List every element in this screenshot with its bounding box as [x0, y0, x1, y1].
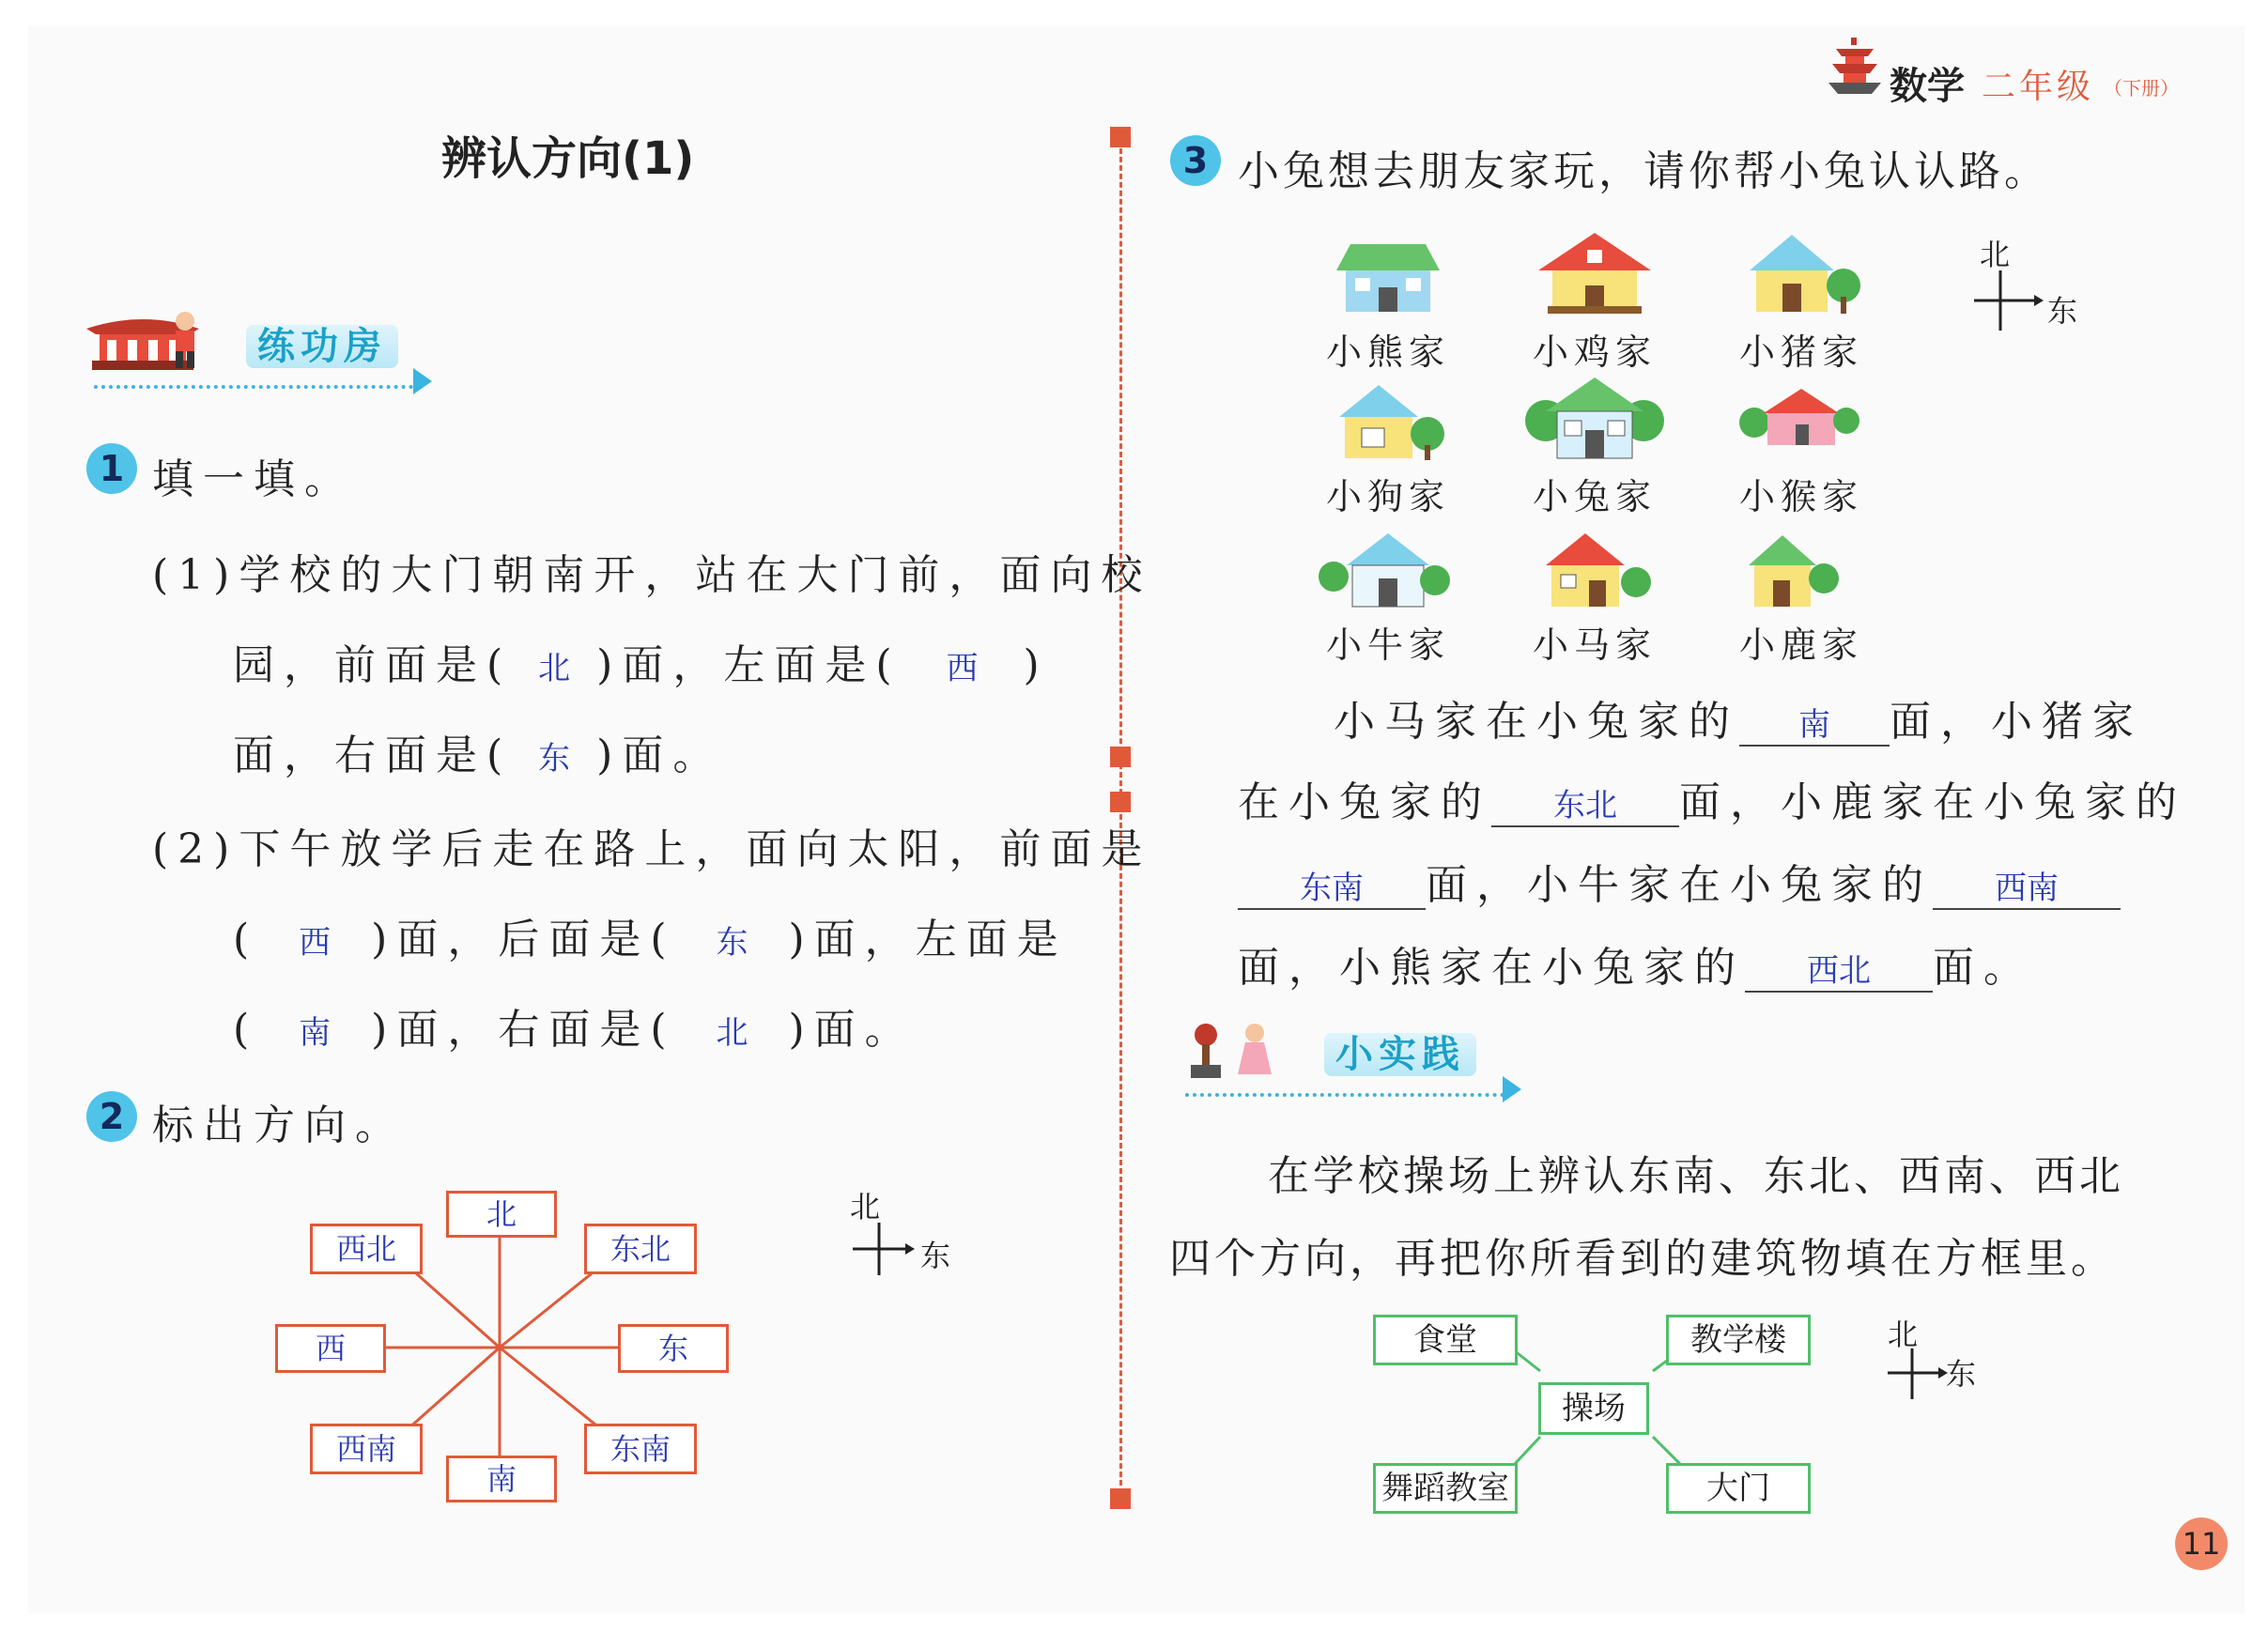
- q3-sentence2: 在小兔家的 东北 面，小鹿家在小兔家的: [1238, 778, 2186, 826]
- house-icon: [1726, 229, 1876, 319]
- banner-arrow-icon: [413, 368, 432, 394]
- q3-prompt: 小兔想去朋友家玩，请你帮小兔认认路。: [1238, 147, 2049, 195]
- divider-marker: [1110, 747, 1131, 767]
- answer-blank: 西南: [1933, 862, 2121, 910]
- q1-line6: ( 南 )面，右面是( 北 )面。: [233, 1006, 916, 1054]
- house-chicken: 小鸡家: [1520, 229, 1670, 376]
- compass-icon: [1970, 269, 2045, 334]
- house-icon: [1520, 374, 1670, 464]
- q1-line1: (1)学校的大门朝南开，站在大门前，面向校: [152, 551, 1152, 599]
- answer-blank: 北: [716, 1014, 748, 1052]
- divider-marker: [1110, 1488, 1131, 1509]
- bonsai-girl-icon: [1185, 1018, 1288, 1084]
- house-rabbit: 小兔家: [1520, 374, 1670, 520]
- header-volume: （下册）: [2104, 77, 2179, 100]
- house-icon: [1313, 235, 1463, 319]
- house-dog: 小狗家: [1313, 379, 1463, 520]
- q1-number-badge: 1: [86, 443, 137, 494]
- direction-box-northwest: 西北: [310, 1224, 423, 1274]
- house-icon: [1520, 229, 1670, 319]
- q1-line3: 面，右面是( 东 )面。: [233, 732, 724, 779]
- practice-box-northeast: 教学楼: [1666, 1315, 1811, 1365]
- house-icon: [1313, 528, 1463, 612]
- house-deer: 小鹿家: [1726, 528, 1876, 669]
- q3-sentence3: 东南 面，小牛家在小兔家的 西南: [1238, 851, 2121, 911]
- practice-box-southwest: 舞蹈教室: [1373, 1463, 1518, 1514]
- banner-ruler: [94, 372, 413, 389]
- direction-box-southwest: 西南: [310, 1424, 423, 1474]
- house-horse: 小马家: [1520, 528, 1670, 669]
- answer-blank: 西: [299, 924, 332, 962]
- direction-box-northeast: 东北: [584, 1224, 697, 1274]
- header-brand: 数学: [1890, 65, 1965, 108]
- direction-box-east: 东: [618, 1324, 729, 1373]
- direction-box-west: 西: [275, 1324, 386, 1373]
- compass-north-label: 北: [1980, 237, 2011, 272]
- answer-blank: 东南: [1238, 862, 1426, 910]
- house-icon: [1313, 379, 1463, 464]
- practice-box-center: 操场: [1538, 1382, 1649, 1435]
- practice-line1: 在学校操场上辨认东南、东北、西南、西北: [1268, 1152, 2124, 1200]
- divider-marker: [1110, 792, 1131, 812]
- house-icon: [1520, 528, 1670, 612]
- page-title: 辨认方向(1): [441, 132, 695, 185]
- house-icon: [1726, 379, 1876, 464]
- practice-line2: 四个方向，再把你所看到的建筑物填在方框里。: [1169, 1235, 2116, 1283]
- direction-box-north: 北: [446, 1191, 557, 1238]
- banner-arrow-icon: [1503, 1076, 1521, 1102]
- answer-blank: 西: [946, 650, 979, 687]
- header-grade: 二年级: [1982, 68, 2095, 106]
- house-pig: 小猪家: [1726, 229, 1876, 376]
- answer-blank: 南: [1739, 699, 1890, 747]
- compass-icon: [1884, 1347, 1950, 1403]
- pagoda-logo-icon: [1827, 36, 1883, 101]
- kungfu-kid-icon: [162, 310, 208, 370]
- q1-line2: 园，前面是( 北 )面，左面是( 西 ): [233, 641, 1049, 689]
- compass-icon: [849, 1221, 915, 1277]
- answer-blank: 东: [716, 924, 748, 962]
- q3-sentence1: 小马家在小兔家的 南 面，小猪家: [1334, 698, 2143, 746]
- answer-blank: 东北: [1491, 779, 1679, 827]
- compass-east-label: 东: [920, 1238, 951, 1273]
- q1-line5: ( 西 )面，后面是( 东 )面，左面是: [233, 916, 1068, 963]
- compass-north-label: 北: [850, 1189, 881, 1225]
- answer-blank: 西北: [1745, 945, 1933, 993]
- q1-line4: (2)下午放学后走在路上，面向太阳，前面是: [152, 825, 1152, 873]
- answer-blank: 北: [538, 650, 571, 687]
- house-icon: [1726, 528, 1876, 612]
- practice-box-southeast: 大门: [1666, 1463, 1811, 1514]
- compass-north-label: 北: [1888, 1317, 1919, 1352]
- answer-blank: 南: [299, 1014, 332, 1052]
- banner-ruler: [1185, 1080, 1504, 1097]
- q1-prompt: 填一填。: [152, 455, 355, 503]
- section-banner-practice: 小实践: [1324, 1033, 1476, 1076]
- section-banner-practice-room: 练功房: [246, 325, 398, 368]
- q2-prompt: 标出方向。: [152, 1102, 406, 1149]
- direction-box-southeast: 东南: [584, 1424, 697, 1474]
- q2-number-badge: 2: [86, 1091, 137, 1142]
- compass-east-label: 东: [2047, 293, 2078, 329]
- divider-marker: [1110, 127, 1131, 147]
- house-monkey: 小猴家: [1726, 379, 1876, 520]
- practice-box-northwest: 食堂: [1373, 1315, 1518, 1365]
- compass-east-label: 东: [1946, 1356, 1977, 1392]
- house-bear: 小熊家: [1313, 235, 1463, 376]
- direction-box-south: 南: [446, 1456, 557, 1502]
- q3-number-badge: 3: [1170, 135, 1221, 186]
- q3-sentence4: 面，小熊家在小兔家的 西北 面。: [1238, 944, 2034, 992]
- answer-blank: 东: [538, 740, 571, 778]
- page-number: 11: [2175, 1517, 2228, 1570]
- house-ox: 小牛家: [1313, 528, 1463, 669]
